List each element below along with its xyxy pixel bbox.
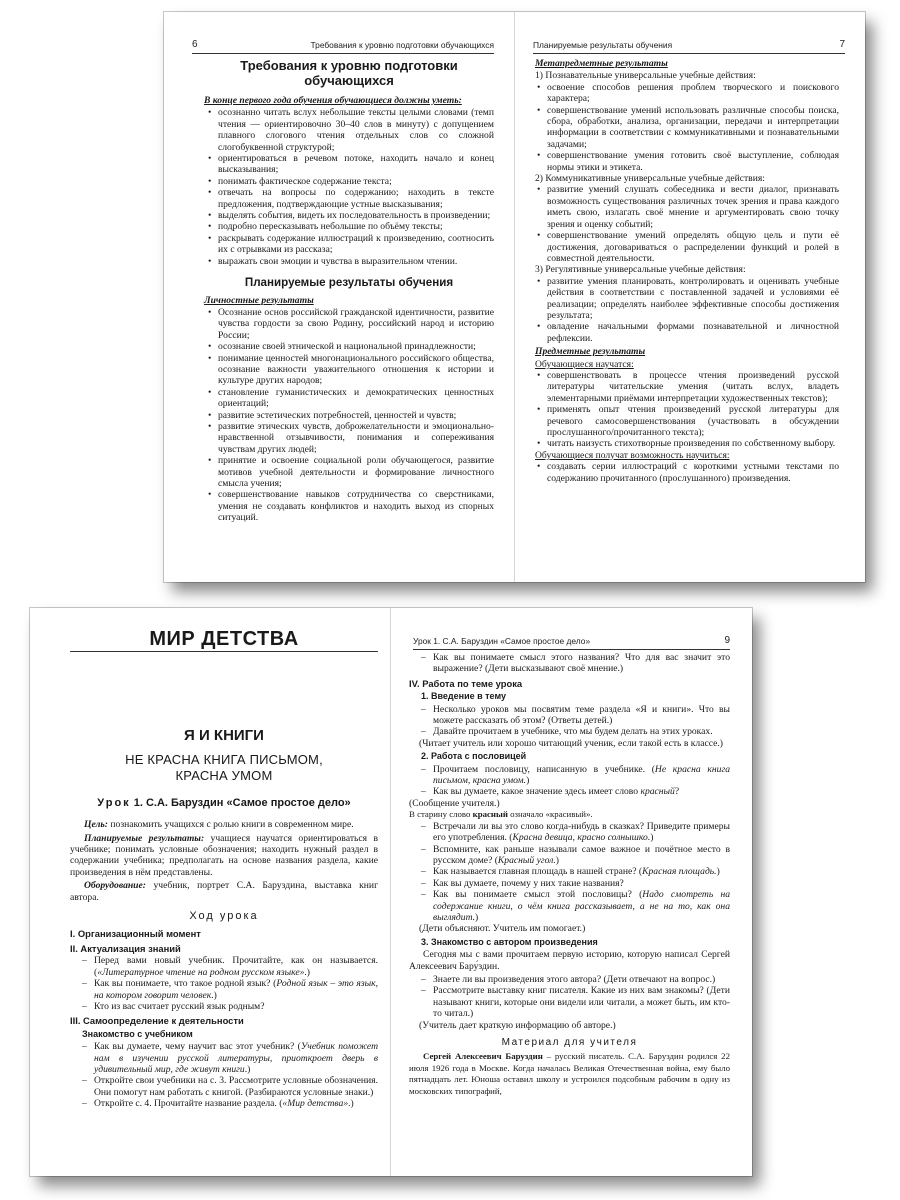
line-text: Встречали ли вы это слово когда-нибудь в сказках? Приведите примеры его употребления. (: [433, 820, 730, 844]
substage-heading: 2. Работа с пословицей: [421, 751, 527, 762]
list-item: • выражать свои эмоции и чувства в выразительном чтении.: [204, 256, 494, 267]
list-item: • совершенствование умений использовать различные способы поиска, сбора, обработки, анализа, организации, передачи и интерпретации информации в соответствии с коммуникативными и познавательными задачами;: [535, 105, 839, 151]
page-8: [30, 608, 390, 1176]
page-number: 7: [839, 39, 845, 50]
list-item: • подробно пересказывать небольшие по объёму тексты;: [204, 221, 494, 232]
line-end: ): [475, 911, 479, 923]
list-item: • понимание ценностей многонационального российского общества, осознание важности уважительного отношения к истории и культуре других народов;: [204, 353, 494, 387]
communicative-list: [535, 184, 839, 264]
running-header: [192, 40, 494, 54]
course-heading: Ход урока: [189, 910, 259, 923]
list-item: • развитие этических чувств, доброжелательности и эмоционально-нравственной отзывчивости, понимания и сопереживания чувствам других людей;: [204, 421, 494, 455]
line-end: .): [348, 1098, 354, 1110]
list-item: • читать наизусть стихотворные произведения по собственному выбору.: [535, 438, 839, 449]
line-text: Перед вами новый учебник. Прочитайте, как он называется. (: [94, 955, 378, 978]
page-6-body: [204, 56, 494, 524]
page-8-body: [70, 630, 378, 1110]
line-end: .): [244, 1063, 251, 1075]
running-header: [413, 636, 730, 650]
list-item: • совершенствование умения готовить своё выступление, соблюдая нормы этики и этикета.: [535, 150, 839, 173]
dialogue-line: [409, 764, 730, 787]
dialogue-line: [409, 786, 730, 797]
lesson-word: Урок: [97, 796, 131, 809]
group-heading: 3) Регулятивные универсальные учебные действия:: [535, 264, 746, 276]
topic-title: Я И КНИГИ: [184, 727, 264, 745]
line-answer: Не красна книга письмом, красна умом.: [433, 763, 730, 787]
dialogue-line: [409, 821, 730, 844]
author-bio: [409, 1051, 730, 1097]
list-item: • развитие умения планировать, контролировать и оценивать учебные действия в соответствии с поставленной задачей и условиями её реализации; определять наиболее эффективные способы достижения результата;: [535, 276, 839, 322]
meta-results-label: Метапредметные результаты: [535, 58, 668, 69]
list-item: • осознанно читать вслух небольшие тексты целыми словами (темп чтения — ориентировочно 30–40 слов в минуту) с допущением плавного слогового чтения отдельных слов со сложной слогобуквенной структурой;: [204, 107, 494, 153]
line-end: ): [716, 866, 720, 878]
cognitive-list: [535, 82, 839, 173]
dialogue-line: – Давайте прочитаем в учебнике, что мы будем делать на этих уроках.: [409, 726, 730, 737]
plan-text: учащиеся научатся ориентироваться в учебнике; понимать условные обозначения; находить нужный раздел в содержании учебника; предполагать на основе названия раздела, какие произведения в нём представлены.: [70, 832, 378, 878]
dialogue-line: [70, 955, 378, 978]
running-title: Планируемые результаты обучения: [533, 40, 673, 50]
plan-paragraph: [70, 833, 378, 879]
proverb-line: КРАСНА УМОМ: [175, 767, 273, 783]
running-title: Урок 1. С.А. Баруздин «Самое простое дело»: [413, 636, 591, 646]
line-text: Прочитаем пословицу, написанную в учебнике. (: [433, 763, 655, 775]
line-end: ): [526, 775, 530, 787]
list-item: • применять опыт чтения произведений русской литературы для речевого самосовершенствования (участвовать в обсуждении прослушанного/прочитанного текста);: [535, 404, 839, 438]
paragraph: Сегодня мы с вами прочитаем первую историю, которую написал Сергей Алексеевич Бару́здин.: [409, 949, 730, 972]
list-item: • освоение способов решения проблем творческого и поискового характера;: [535, 82, 839, 105]
dialogue-line: [70, 978, 378, 1001]
dialogue-line: – Знаете ли вы произведения этого автора? (Дети отвечают на вопрос.): [409, 974, 730, 985]
bottom-spread: [30, 608, 752, 1176]
group-heading: 1) Познавательные универсальные учебные действия:: [535, 70, 756, 82]
lesson-name: 1. С.А. Баруздин «Самое простое дело»: [133, 796, 351, 809]
running-header: [533, 40, 845, 54]
line-end: .): [304, 966, 310, 978]
personal-results-list: [204, 307, 494, 524]
chance-list: [535, 461, 839, 484]
learn-heading: Обучающиеся научатся:: [535, 358, 634, 370]
proverb-heading: [70, 752, 378, 784]
line-answer: Красная площадь.: [642, 866, 717, 878]
dialogue-line: [70, 1041, 378, 1075]
list-item: • раскрывать содержание иллюстраций к произведению, соотносить их с отрывками из рассказа;: [204, 233, 494, 256]
list-item: • развитие эстетических потребностей, ценностей и чувств;: [204, 410, 494, 421]
stage-heading: III. Самоопределение к деятельности: [70, 1015, 244, 1027]
stage-heading: IV. Работа по теме урока: [409, 677, 523, 689]
list-item: • совершенствование навыков сотрудничества со сверстниками, умения не создавать конфликтов и находить выход из спорных ситуаций.: [204, 489, 494, 523]
proverb-line: НЕ КРАСНА КНИГА ПИСЬМОМ,: [125, 751, 323, 767]
list-item: • овладение начальными формами познавательной и личностной рефлексии.: [535, 321, 839, 344]
dialogue-line: – Несколько уроков мы посвятим теме раздела «Я и книги». Что вы можете рассказать об этом? (Ответы детей.): [409, 704, 730, 727]
line-answer: Учебник поможет нам в изучении русской литературы, приоткроет дверь в удивительный мир, где живут книги: [94, 1041, 378, 1075]
bio-text: – русский писатель. С.А. Баруздин родился 22 июля 1926 года в Москве. Когда началась Великая Отечественная война, ему было пятнадцать лет. Юноша оставил школу и устроился подсобным рабочим в одну из московских типографий,: [409, 1051, 730, 1096]
line-text: Вспомните, как раньше называли самое важное и почётное место в русском доме? (: [433, 843, 730, 866]
substage-heading: Знакомство с учебником: [82, 1028, 193, 1039]
message-text: В старину слово: [409, 809, 473, 820]
goal-text: познакомить учащихся с ролью книги в современном мире.: [107, 819, 354, 831]
chance-heading: Обучающиеся получат возможность научиться:: [535, 449, 730, 461]
plan-label: Планируемые результаты:: [84, 832, 205, 844]
dialogue-line: [409, 844, 730, 867]
line-answer: «Мир детства»: [282, 1098, 349, 1110]
page-7-body: [535, 56, 839, 484]
line-end: ?: [674, 786, 680, 798]
message-text: означало «красивый».: [507, 809, 593, 820]
equipment-paragraph: [70, 880, 378, 903]
teacher-note: (Дети объясняют. Учитель им помогает.): [419, 923, 586, 935]
lesson-title: [70, 798, 378, 809]
personal-results-label: Личностные результаты: [204, 294, 314, 306]
line-end: ): [650, 832, 654, 844]
section-rule: [70, 651, 378, 652]
line-text: Откройте с. 4. Прочитайте название раздела. (: [94, 1098, 283, 1110]
page-9: [391, 608, 752, 1176]
dialogue-line: [409, 866, 730, 877]
section-title: Планируемые результаты обучения: [244, 276, 454, 290]
message-word: красный: [472, 809, 508, 820]
list-item: • развитие умений слушать собеседника и вести диалог, признавать возможность существования различных точек зрения и права каждого иметь свою, излагать своё мнение и аргументировать свою точку зрения и оценку событий;: [535, 184, 839, 230]
line-text: Как называется главная площадь в нашей стране? (: [433, 866, 643, 878]
line-text: Как вы думаете, чему научит вас этот учебник? (: [94, 1041, 301, 1053]
list-item: • создавать серии иллюстраций с короткими устными текстами по содержанию прочитанного (прослушанного) произведения.: [535, 461, 839, 484]
top-spread: [164, 12, 865, 582]
list-item: • осознание своей этнической и национальной принадлежности;: [204, 341, 494, 352]
line-answer: красный: [640, 786, 675, 798]
list-item: • совершенствование умений определять общую цель и пути её достижения, договариваться о распределении функций и ролей в совместной деятельности.: [535, 230, 839, 264]
author-name: Сергей Алексеевич Баруздин: [423, 1051, 543, 1062]
dialogue-line: [70, 1098, 378, 1109]
page-7: [515, 12, 865, 582]
goal-paragraph: [70, 819, 378, 830]
dialogue-line: – Откройте свои учебники на с. 3. Рассмотрите условные обозначения. Они помогут нам работать с книгой. (Разбираются условные знаки.): [70, 1075, 378, 1098]
page-number: 9: [724, 635, 730, 646]
line-answer: Родной язык – это язык, на котором говорит человек: [94, 978, 378, 1001]
line-answer: «Литературное чтение на родном русском языке»: [97, 966, 305, 978]
section-intro: В конце первого года обучения обучающиеся должны уметь:: [204, 95, 462, 106]
line-text: Как вы понимаете, что такое родной язык? (: [94, 978, 277, 990]
teacher-note: (Сообщение учителя.): [409, 797, 500, 809]
page-title: Требования к уровню подготовки обучающихся: [240, 58, 458, 88]
equipment-text: учебник, портрет С.А. Баруздина, выставка книг автора.: [70, 880, 378, 903]
dialogue-line: – Кто из вас считает русский язык родным?: [70, 1001, 378, 1012]
list-item: • становление гуманистических и демократических ценностных ориентаций;: [204, 387, 494, 410]
line-end: .): [211, 989, 217, 1001]
list-item: • отвечать на вопросы по содержанию; находить в тексте предложения, подтверждающие устные высказывания;: [204, 187, 494, 210]
list-item: • Осознание основ российской гражданской идентичности, развитие чувства гордости за свою Родину, российский народ и историю России;: [204, 307, 494, 341]
line-answer: Красный угол.: [497, 854, 556, 866]
learn-list: [535, 370, 839, 450]
line-answer: Красна девица, красно солнышко.: [512, 832, 651, 844]
stage-heading: I. Организационный момент: [70, 928, 201, 940]
line-end: ): [555, 854, 559, 866]
line-text: Как вы думаете, какое значение здесь имеет слово: [433, 786, 641, 798]
line-answer: Надо смотреть на содержание книги, о чём книга рассказывает, а не на то, как она выглядит.: [433, 889, 730, 923]
skills-list: [204, 107, 494, 267]
dialogue-line: [409, 889, 730, 923]
group-heading: 2) Коммуникативные универсальные учебные действия:: [535, 173, 765, 185]
list-item: • понимать фактическое содержание текста;: [204, 176, 494, 187]
goal-label: Цель:: [84, 819, 108, 831]
substage-heading: 3. Знакомство с автором произведения: [421, 936, 598, 947]
dialogue-line: – Рассмотрите выставку книг писателя. Какие из них вам знакомы? (Дети называют книги, которые они видели или читали, а может быть, им кто-то читал.): [409, 985, 730, 1019]
subject-results-label: Предметные результаты: [535, 346, 646, 358]
list-item: • принятие и освоение социальной роли обучающегося, развитие мотивов учебной деятельности и формирование личностного смысла учения;: [204, 455, 494, 489]
running-title: Требования к уровню подготовки обучающихся: [310, 40, 494, 50]
dialogue-line: – Как вы понимаете смысл этого названия? Что для вас значит это выражение? (Дети высказывают своё мнение.): [409, 652, 730, 675]
list-item: • выделять события, видеть их последовательность в произведении;: [204, 210, 494, 221]
stage-heading: II. Актуализация знаний: [70, 942, 181, 954]
teacher-note: (Учитель дает краткую информацию об авторе.): [419, 1019, 616, 1031]
regulatory-list: [535, 276, 839, 344]
list-item: • ориентироваться в речевом потоке, находить начало и конец высказывания;: [204, 153, 494, 176]
equipment-label: Оборудование:: [84, 880, 146, 892]
teacher-material-heading: Материал для учителя: [501, 1037, 638, 1048]
page-6: [164, 12, 514, 582]
teacher-message: [409, 809, 730, 820]
page-number: 6: [192, 39, 198, 50]
dialogue-line: – Как вы думаете, почему у них такие названия?: [409, 878, 730, 889]
list-item: • совершенствовать в процессе чтения произведений русской литературы читательские умения (читать вслух, владеть элементарными приёмами интерпретации художественных текстов);: [535, 370, 839, 404]
section-title: МИР ДЕТСТВА: [149, 628, 299, 650]
teacher-note: (Читает учитель или хорошо читающий ученик, если такой есть в классе.): [419, 737, 723, 749]
substage-heading: 1. Введение в тему: [421, 691, 506, 702]
line-text: Как вы понимаете смысл этой пословицы? (: [433, 889, 643, 901]
page-9-body: [409, 652, 730, 1099]
